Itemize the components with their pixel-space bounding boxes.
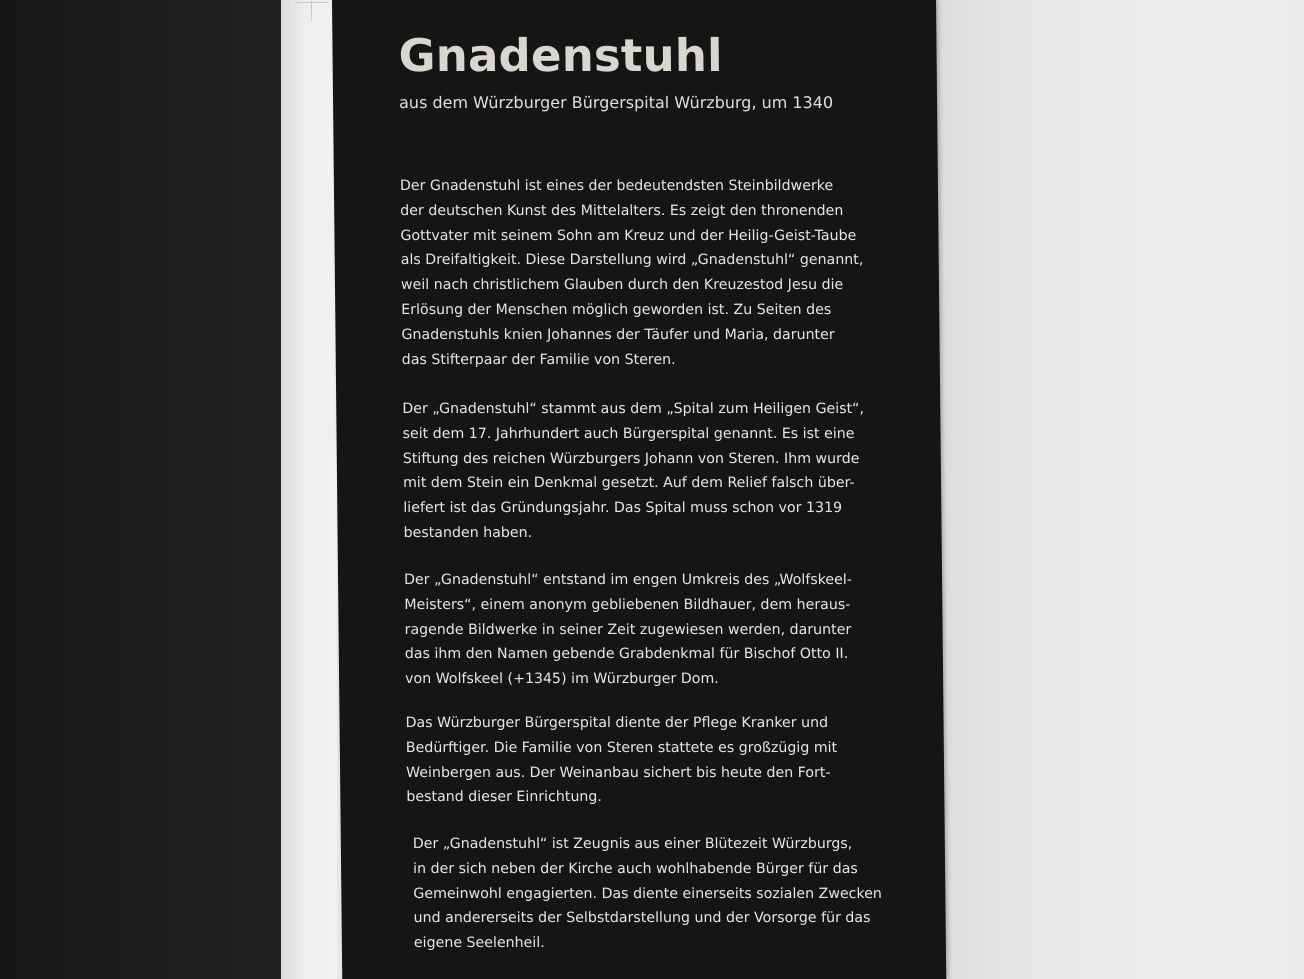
paragraph-line: Gottvater mit seinem Sohn am Kreuz und der Heilig-Geist-Taube — [400, 227, 857, 244]
light-wall-right — [930, 0, 1304, 979]
sign-paragraph-2 — [402, 397, 884, 546]
paragraph-line: bestanden haben. — [403, 524, 533, 541]
paragraph-line: Gemeinwohl engagierten. Das diente einerseits sozialen Zwecken — [413, 885, 882, 902]
paragraph-line: in der sich neben der Kirche auch wohlhabende Bürger für das — [413, 860, 858, 877]
paragraph-line: Erlösung der Menschen möglich geworden ist. Zu Seiten des — [401, 301, 832, 318]
paragraph-line: seit dem 17. Jahrhundert auch Bürgerspital genannt. Es ist eine — [402, 425, 855, 442]
paragraph-line: von Wolfskeel (+1345) im Würzburger Dom. — [405, 671, 719, 688]
paragraph-line: der deutschen Kunst des Mittelalters. Es zeigt den thronenden — [400, 202, 844, 219]
paragraph-line: Weinbergen aus. Der Weinanbau sichert bis heute den Fort- — [406, 764, 831, 781]
paragraph-line: weil nach christlichem Glauben durch den Kreuzestod Jesu die — [400, 277, 844, 294]
sign-paragraph-3 — [404, 568, 885, 692]
paragraph-line: als Dreifaltigkeit. Diese Darstellung wird „Gnadenstuhl“ genannt, — [400, 252, 864, 269]
paragraph-line: Der „Gnadenstuhl“ stammt aus dem „Spital zum Heiligen Geist“, — [402, 401, 865, 417]
paragraph-line: das Stifterpaar der Familie von Steren. — [401, 351, 676, 368]
paragraph-line: Meisters“, einem anonym gebliebenen Bildhauer, dem heraus- — [404, 596, 851, 613]
paragraph-line: Der Gnadenstuhl ist eines der bedeutendsten Steinbildwerke — [399, 178, 834, 194]
info-sign-panel — [332, 0, 946, 979]
sign-paragraph-5 — [413, 832, 894, 956]
paragraph-line: eigene Seelenheil. — [413, 935, 545, 952]
sign-paragraph-1 — [400, 174, 882, 372]
sign-paragraph-4 — [405, 711, 886, 810]
paragraph-line: mit dem Stein ein Denkmal gesetzt. Auf dem Relief falsch über- — [402, 475, 855, 492]
paragraph-line: liefert ist das Gründungsjahr. Das Spital muss schon vor 1319 — [403, 500, 843, 517]
paragraph-line: Der „Gnadenstuhl“ ist Zeugnis aus einer Blütezeit Würzburgs, — [412, 836, 853, 852]
dark-wall-left — [0, 0, 296, 979]
paragraph-line: das ihm den Namen gebende Grabdenkmal für Bischof Otto II. — [404, 646, 849, 663]
sign-subtitle: aus dem Würzburger Bürgerspital Würzburg, um 1340 — [398, 93, 834, 112]
paragraph-line: bestand dieser Einrichtung. — [406, 789, 602, 806]
paragraph-line: Gnadenstuhls knien Johannes der Täufer und Maria, darunter — [401, 326, 835, 343]
wall-mark — [295, 2, 329, 21]
paragraph-line: Bedürftiger. Die Familie von Steren stattete es großzügig mit — [405, 739, 838, 756]
paragraph-line: Der „Gnadenstuhl“ entstand im engen Umkreis des „Wolfskeel- — [403, 572, 853, 588]
paragraph-line: ragende Bildwerke in seiner Zeit zugewiesen werden, darunter — [404, 621, 852, 638]
sign-title: Gnadenstuhl — [398, 29, 723, 82]
white-wall-strip — [281, 0, 337, 979]
paragraph-line: Stiftung des reichen Würzburgers Johann von Steren. Ihm wurde — [402, 450, 860, 467]
paragraph-line: Das Würzburger Bürgerspital diente der Pflege Kranker und — [405, 715, 829, 731]
paragraph-line: und andererseits der Selbstdarstellung und der Vorsorge für das — [413, 910, 871, 927]
